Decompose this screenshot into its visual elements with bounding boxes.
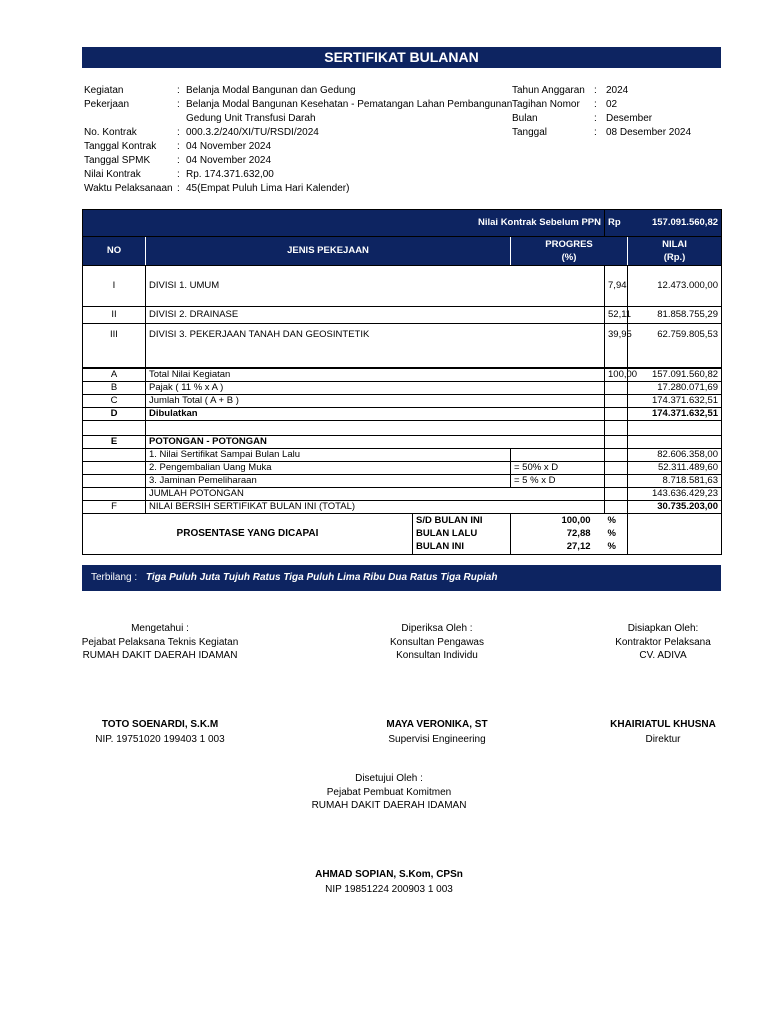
- header-jenis: JENIS PEKEJAAN: [146, 237, 511, 266]
- total-name: Jumlah Total ( A + B ): [146, 395, 605, 408]
- info-colon: :: [594, 85, 597, 96]
- header-progres: [511, 237, 628, 266]
- division-no: I: [83, 266, 146, 307]
- division-progress: 52,11: [605, 307, 628, 324]
- percentage-row-label: BULAN INI: [413, 541, 511, 555]
- info-value: Belanja Modal Bangunan dan Gedung: [186, 85, 356, 96]
- info-colon: :: [177, 169, 180, 180]
- percentage-row-unit: %: [605, 514, 628, 528]
- contract-value-amount: 157.091.560,82: [651, 217, 719, 228]
- net-name: NILAI BERSIH SERTIFIKAT BULAN INI (TOTAL): [146, 501, 605, 514]
- net-no: F: [83, 501, 146, 514]
- division-name: DIVISI 2. DRAINASE: [146, 307, 605, 324]
- signature-position: Pejabat Pembuat Komitmen: [326, 786, 452, 798]
- total-no: C: [83, 395, 146, 408]
- table-row: [83, 475, 722, 488]
- table-row: [83, 501, 722, 514]
- info-label: Tagihan Nomor: [512, 99, 580, 110]
- signature-role: Disiapkan Oleh:: [627, 623, 699, 634]
- signature-sub: Supervisi Engineering: [388, 734, 486, 745]
- total-value: 157.091.560,82: [628, 368, 722, 382]
- info-colon: :: [594, 127, 597, 138]
- signature-name: AHMAD SOPIAN, S.Kom, CPSn: [315, 868, 463, 880]
- percentage-row-unit: %: [605, 541, 628, 555]
- spacer-row: [83, 421, 722, 436]
- total-value: 174.371.632,51: [628, 408, 722, 421]
- percentage-row-value: 100,00: [511, 514, 605, 528]
- info-label: Bulan: [512, 113, 538, 124]
- info-value: 08 Desember 2024: [606, 127, 692, 138]
- potongan-formula: [511, 449, 605, 462]
- percentage-row-value: 72,88: [566, 527, 591, 539]
- header-nilai: [628, 237, 722, 266]
- info-label: Tahun Anggaran: [512, 85, 585, 96]
- info-value: 04 November 2024: [186, 155, 272, 166]
- potongan-value: 8.718.581,63: [628, 475, 722, 488]
- net-value: 30.735.203,00: [628, 501, 722, 514]
- contract-info-left: [84, 84, 513, 199]
- signature-sub: NIP. 19751020 199403 1 003: [95, 734, 225, 745]
- terbilang-label: Terbilang :: [91, 572, 138, 583]
- info-colon: :: [177, 85, 180, 96]
- total-name: Total Nilai Kegiatan: [146, 368, 605, 382]
- info-label: Tanggal Kontrak: [84, 141, 157, 152]
- signature-approve: [289, 772, 489, 897]
- header-no: NO: [83, 237, 146, 266]
- total-progress: [605, 382, 628, 395]
- header-progres-unit: (%): [561, 252, 577, 263]
- potongan-formula: = 50% x D: [511, 462, 605, 475]
- total-name: Pajak ( 11 % x A ): [146, 382, 605, 395]
- table-row: [83, 462, 722, 475]
- header-nilai-unit: (Rp.): [663, 252, 686, 263]
- division-value: 62.759.805,53: [628, 324, 722, 369]
- header-nilai-label: NILAI: [662, 239, 687, 250]
- signature-name: KHAIRIATUL KHUSNA: [610, 718, 716, 730]
- table-row: [83, 395, 722, 408]
- info-label: Waktu Pelaksanaan: [84, 183, 173, 194]
- potongan-value: 143.636.429,23: [628, 488, 722, 501]
- signature-position: Konsultan Pengawas: [390, 636, 484, 648]
- contract-value-label: Nilai Kontrak Sebelum PPN: [83, 210, 605, 237]
- info-value: Belanja Modal Bangunan Kesehatan - Pematangan Lahan Pembangunan: [186, 99, 513, 110]
- percentage-row-label: BULAN LALU: [413, 527, 511, 540]
- potongan-item: 1. Nilai Sertifikat Sampai Bulan Lalu: [146, 449, 511, 462]
- division-progress: 39,95: [605, 324, 628, 369]
- table-row: [83, 368, 722, 382]
- total-no: D: [83, 408, 146, 421]
- potongan-value: 82.606.358,00: [628, 449, 722, 462]
- percentage-label: PROSENTASE YANG DICAPAI: [83, 514, 413, 555]
- info-label: No. Kontrak: [84, 127, 137, 138]
- total-no: B: [83, 382, 146, 395]
- info-value: 2024: [606, 85, 629, 96]
- signature-left: [60, 622, 260, 747]
- signature-name: TOTO SOENARDI, S.K.M: [101, 718, 219, 730]
- signature-org: Konsultan Individu: [396, 650, 478, 661]
- total-progress: [605, 395, 628, 408]
- table-row: [83, 449, 722, 462]
- terbilang-text: Tiga Puluh Juta Tujuh Ratus Tiga Puluh Lima Ribu Dua Ratus Tiga Rupiah: [145, 572, 498, 583]
- potongan-no: E: [83, 436, 146, 449]
- info-colon: :: [177, 127, 180, 138]
- certificate-table: [82, 209, 722, 555]
- division-progress: 7,94: [605, 266, 628, 307]
- potongan-item: 2. Pengembalian Uang Muka: [146, 462, 511, 475]
- potongan-value: 52.311.489,60: [628, 462, 722, 475]
- contract-info-right: [512, 84, 712, 144]
- potongan-item: 3. Jaminan Pemeliharaan: [146, 475, 511, 488]
- table-row: [83, 488, 722, 501]
- info-colon: :: [594, 113, 597, 124]
- info-value: 000.3.2/240/XI/TU/RSDI/2024: [186, 127, 319, 138]
- header-progres-label: PROGRES: [545, 239, 593, 250]
- division-name: DIVISI 1. UMUM: [146, 266, 605, 307]
- info-label: Tanggal SPMK: [84, 155, 151, 166]
- signature-position: Kontraktor Pelaksana: [615, 636, 711, 648]
- info-value: Rp. 174.371.632,00: [186, 169, 274, 180]
- page-title: SERTIFIKAT BULANAN: [82, 47, 721, 68]
- signature-org: RUMAH DAKIT DAERAH IDAMAN: [82, 650, 238, 661]
- info-colon: :: [177, 141, 180, 152]
- percentage-row-value: 27,12: [511, 541, 605, 555]
- info-label: Kegiatan: [84, 85, 124, 96]
- signature-right: [563, 622, 763, 747]
- division-name: DIVISI 3. PEKERJAAN TANAH DAN GEOSINTETIK: [146, 324, 605, 369]
- info-label: Nilai Kontrak: [84, 169, 141, 180]
- contract-value-currency: Rp: [608, 217, 621, 228]
- info-colon: :: [177, 183, 180, 194]
- total-no: A: [83, 368, 146, 382]
- signature-sub: Direktur: [645, 734, 681, 745]
- info-colon: :: [177, 99, 180, 110]
- signature-center: [337, 622, 537, 747]
- signature-org: CV. ADIVA: [639, 650, 687, 661]
- contract-value-cell: [605, 210, 722, 237]
- total-value: 17.280.071,69: [628, 382, 722, 395]
- info-colon: :: [177, 155, 180, 166]
- info-label: Pekerjaan: [84, 99, 130, 110]
- signature-position: Pejabat Pelaksana Teknis Kegiatan: [81, 636, 239, 648]
- info-value: 04 November 2024: [186, 141, 272, 152]
- division-no: III: [83, 324, 146, 369]
- signature-role: Diperiksa Oleh :: [401, 623, 473, 634]
- signature-name: MAYA VERONIKA, ST: [386, 718, 488, 730]
- total-progress: [605, 408, 628, 421]
- division-value: 12.473.000,00: [628, 266, 722, 307]
- info-value: Gedung Unit Transfusi Darah: [186, 113, 316, 124]
- total-progress: 100,00: [605, 368, 628, 382]
- info-colon: :: [594, 99, 597, 110]
- division-no: II: [83, 307, 146, 324]
- terbilang-bar: [82, 565, 721, 591]
- info-value: 02: [606, 99, 618, 110]
- signature-role: Disetujui Oleh :: [355, 773, 423, 784]
- signature-sub: NIP 19851224 200903 1 003: [325, 884, 453, 895]
- potongan-title: POTONGAN - POTONGAN: [146, 436, 605, 449]
- table-row: [83, 436, 722, 449]
- info-value: Desember: [606, 113, 653, 124]
- table-row: [83, 266, 722, 307]
- potongan-formula: = 5 % x D: [511, 475, 605, 488]
- info-value: 45(Empat Puluh Lima Hari Kalender): [186, 183, 350, 194]
- signature-role: Mengetahui :: [131, 623, 189, 634]
- percentage-row: [83, 514, 722, 528]
- table-row: [83, 382, 722, 395]
- percentage-row-label: S/D BULAN INI: [413, 514, 511, 528]
- table-row: [83, 408, 722, 421]
- signature-org: RUMAH DAKIT DAERAH IDAMAN: [311, 800, 467, 811]
- table-row: [83, 307, 722, 324]
- table-header-row: [83, 237, 722, 266]
- division-value: 81.858.755,29: [628, 307, 722, 324]
- percentage-row-unit: %: [605, 527, 628, 540]
- total-name: Dibulatkan: [146, 408, 605, 421]
- table-row: [83, 324, 722, 369]
- potongan-item: JUMLAH POTONGAN: [146, 488, 605, 501]
- contract-value-header: [83, 210, 722, 237]
- total-value: 174.371.632,51: [628, 395, 722, 408]
- info-label: Tanggal: [512, 127, 548, 138]
